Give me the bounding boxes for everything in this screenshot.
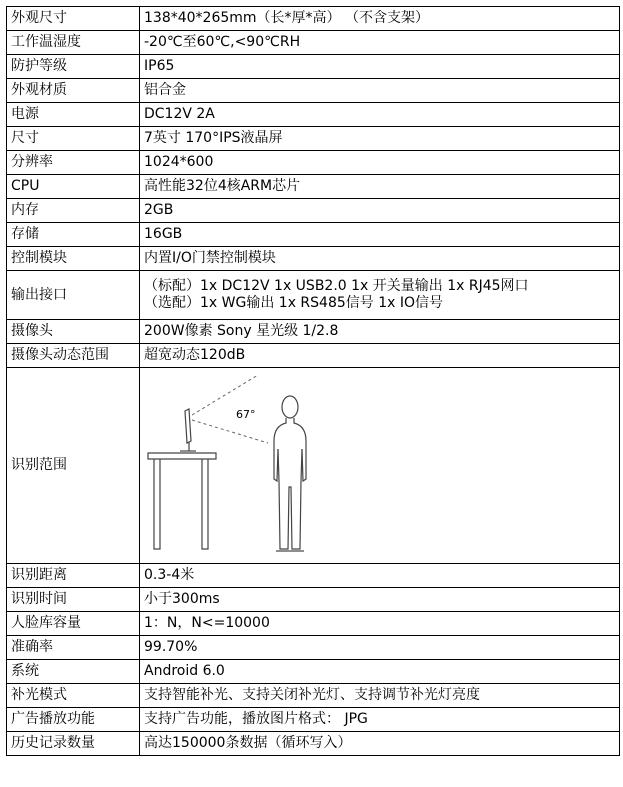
row-value: IP65 [140, 55, 620, 79]
row-label: 尺寸 [7, 127, 140, 151]
row-label: CPU [7, 175, 140, 199]
row-value: 支持智能补光、支持关闭补光灯、支持调节补光灯亮度 [140, 684, 620, 708]
table-row [7, 684, 620, 708]
table-row [7, 320, 620, 344]
row-label: 人脸库容量 [7, 612, 140, 636]
row-value: Android 6.0 [140, 660, 620, 684]
table-row [7, 612, 620, 636]
row-value: 1024*600 [140, 151, 620, 175]
row-value: 高达150000条数据（循环写入） [140, 732, 620, 756]
table-row-range [7, 368, 620, 564]
row-label: 系统 [7, 660, 140, 684]
row-value: 支持广告功能，播放图片格式： JPG [140, 708, 620, 732]
table-row [7, 660, 620, 684]
row-value: 小于300ms [140, 588, 620, 612]
table-row [7, 564, 620, 588]
spec-table [6, 6, 620, 756]
table-row [7, 708, 620, 732]
row-value: 高性能32位4核ARM芯片 [140, 175, 620, 199]
table-row [7, 127, 620, 151]
device-icon [180, 409, 196, 451]
table-row [7, 103, 620, 127]
row-label: 输出接口 [7, 271, 140, 320]
row-label: 外观尺寸 [7, 7, 140, 31]
table-row [7, 55, 620, 79]
table-row [7, 588, 620, 612]
row-label: 准确率 [7, 636, 140, 660]
row-value: 16GB [140, 223, 620, 247]
fov-angle-label: 67° [236, 407, 256, 421]
table-row [7, 636, 620, 660]
row-label: 广告播放功能 [7, 708, 140, 732]
output-optional-line: （选配）1x WG输出 1x RS485信号 1x IO信号 [144, 295, 444, 311]
row-value: 1：N，N<=10000 [140, 612, 620, 636]
row-label: 识别距离 [7, 564, 140, 588]
row-label: 补光模式 [7, 684, 140, 708]
table-row [7, 223, 620, 247]
row-value: 200W像素 Sony 星光级 1/2.8 [140, 320, 620, 344]
table-row [7, 79, 620, 103]
row-value: DC12V 2A [140, 103, 620, 127]
person-icon [274, 396, 306, 551]
row-value: 138*40*265mm（长*厚*高） （不含支架） [140, 7, 620, 31]
table-row [7, 31, 620, 55]
row-label: 识别时间 [7, 588, 140, 612]
row-value-output [140, 271, 620, 320]
output-standard-line: （标配）1x DC12V 1x USB2.0 1x 开关量输出 1x RJ45网口 [144, 278, 529, 294]
row-label: 分辨率 [7, 151, 140, 175]
row-value: 内置I/O门禁控制模块 [140, 247, 620, 271]
table-icon [148, 453, 216, 549]
row-label: 识别范围 [7, 368, 140, 564]
table-row [7, 732, 620, 756]
recognition-range-diagram [140, 369, 610, 563]
row-value: -20℃至60℃,<90℃RH [140, 31, 620, 55]
table-row [7, 344, 620, 368]
row-label: 摄像头 [7, 320, 140, 344]
fov-lower-line [192, 420, 268, 443]
row-value: 99.70% [140, 636, 620, 660]
row-label: 电源 [7, 103, 140, 127]
row-label: 存储 [7, 223, 140, 247]
row-value: 超宽动态120dB [140, 344, 620, 368]
row-value: 铝合金 [140, 79, 620, 103]
table-row [7, 175, 620, 199]
row-label: 摄像头动态范围 [7, 344, 140, 368]
row-label: 内存 [7, 199, 140, 223]
table-row [7, 7, 620, 31]
row-label: 外观材质 [7, 79, 140, 103]
row-label: 防护等级 [7, 55, 140, 79]
row-value: 0.3-4米 [140, 564, 620, 588]
table-row-output [7, 271, 620, 320]
row-label: 控制模块 [7, 247, 140, 271]
table-row [7, 151, 620, 175]
table-row [7, 247, 620, 271]
range-diagram-cell [140, 368, 620, 564]
table-row [7, 199, 620, 223]
row-value: 7英寸 170°IPS液晶屏 [140, 127, 620, 151]
row-label: 历史记录数量 [7, 732, 140, 756]
row-value: 2GB [140, 199, 620, 223]
row-label: 工作温湿度 [7, 31, 140, 55]
